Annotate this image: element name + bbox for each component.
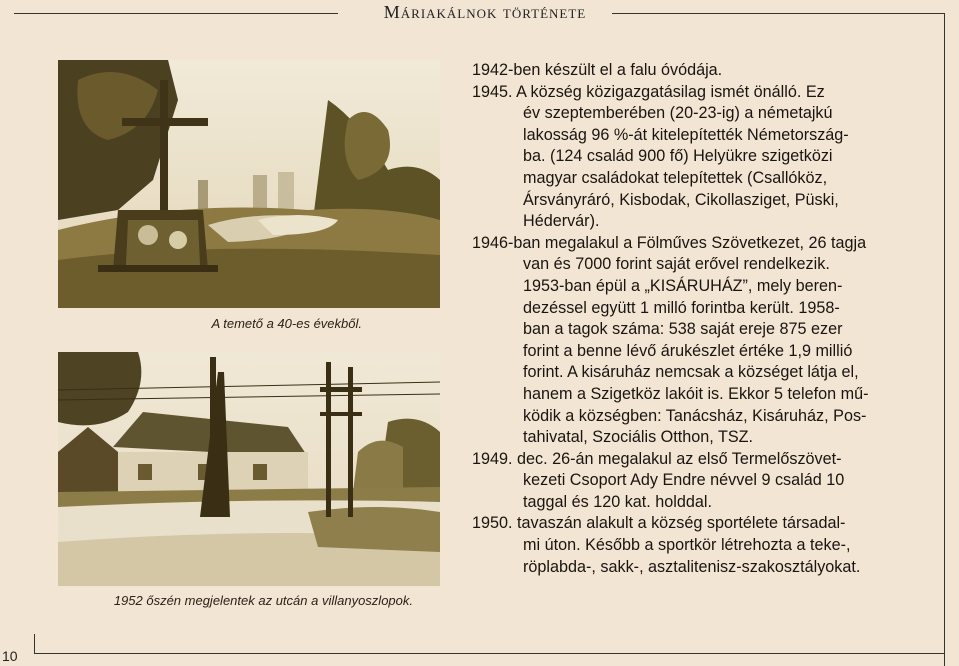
page-number-divider <box>34 634 35 654</box>
paragraph-line: dezéssel együtt 1 milló forintba került. 1958- <box>523 298 840 317</box>
header-rule-right <box>612 13 945 14</box>
bottom-border-rule <box>34 653 945 654</box>
street-poles-photo <box>58 352 440 586</box>
paragraph-line: Hédervár). <box>523 212 600 231</box>
paragraph-line: kezeti Csoport Ady Endre névvel 9 család 10 <box>523 471 845 490</box>
paragraph-line: taggal és 120 kat. holddal. <box>523 492 712 511</box>
paragraph-1942: 1942-ben készült el a falu óvódája. <box>472 61 723 79</box>
paragraph-1946-first-line: 1946-ban megalakul a Fölműves Szövetkezet, 26 tagja <box>472 233 867 252</box>
paragraph-line: röplabda-, sakk-, asztalitenisz-szakosztályokat. <box>523 557 861 576</box>
history-text-column <box>472 60 912 578</box>
header-rule-left <box>14 13 338 14</box>
right-border-rule <box>944 13 945 666</box>
paragraph-line: Ársványráró, Kisbodak, Cikollasziget, Püski, <box>523 190 839 209</box>
paragraph-1946 <box>472 233 912 449</box>
paragraph-line: forint. A kisáruház nemcsak a községet látja el, <box>523 363 859 382</box>
page-header-title: Máriakálnok története <box>383 2 587 22</box>
cemetery-photo <box>58 60 440 308</box>
paragraph-line: tahivatal, Szociális Otthon, TSZ. <box>523 428 754 447</box>
paragraph-1949 <box>472 449 912 514</box>
paragraph-1945-first-line: 1945. A község közigazgatásilag ismét önálló. Ez <box>472 82 825 101</box>
cemetery-photo-image <box>58 60 440 308</box>
paragraph-line: hanem a Szigetköz lakóit is. Ekkor 5 telefon mű- <box>523 384 869 403</box>
street-poles-photo-caption: 1952 őszén megjelentek az utcán a villanyoszlopok. <box>113 593 413 608</box>
paragraph-line: ködik a községben: Tanácsház, Kisáruház, Pos- <box>523 406 867 425</box>
paragraph-line: ban a tagok száma: 538 saját ereje 875 ezer <box>523 320 843 339</box>
paragraph-line: 1953-ban épül a „KISÁRUHÁZ”, mely beren- <box>523 276 843 295</box>
street-poles-photo-image <box>58 352 440 586</box>
paragraph-1950-first-line: 1950. tavaszán alakult a község sportélete társadal- <box>472 514 846 533</box>
paragraph-line: lakosság 96 %-át kitelepítették Németország- <box>523 125 849 144</box>
paragraph-line: van és 7000 forint saját erővel rendelkezik. <box>523 255 830 274</box>
cemetery-photo-caption: A temető a 40-es évekből. <box>211 316 362 331</box>
paragraph-line: mi úton. Később a sportkör létrehozta a teke-, <box>523 536 851 555</box>
paragraph-1949-first-line: 1949. dec. 26-án megalakul az első Termelőszövet- <box>472 449 842 468</box>
paragraph-line: év szeptemberében (20-23-ig) a németajkú <box>523 104 833 123</box>
paragraph-line: ba. (124 család 900 fő) Helyükre szigetközi <box>523 147 833 166</box>
page-number: 10 <box>2 648 18 664</box>
paragraph-1945 <box>472 82 912 233</box>
paragraph-1950 <box>472 513 912 578</box>
paragraph-line: forint a benne lévő árukészlet értéke 1,9 millió <box>523 341 853 360</box>
paragraph-line: magyar családokat telepítettek (Csallóköz, <box>523 168 828 187</box>
